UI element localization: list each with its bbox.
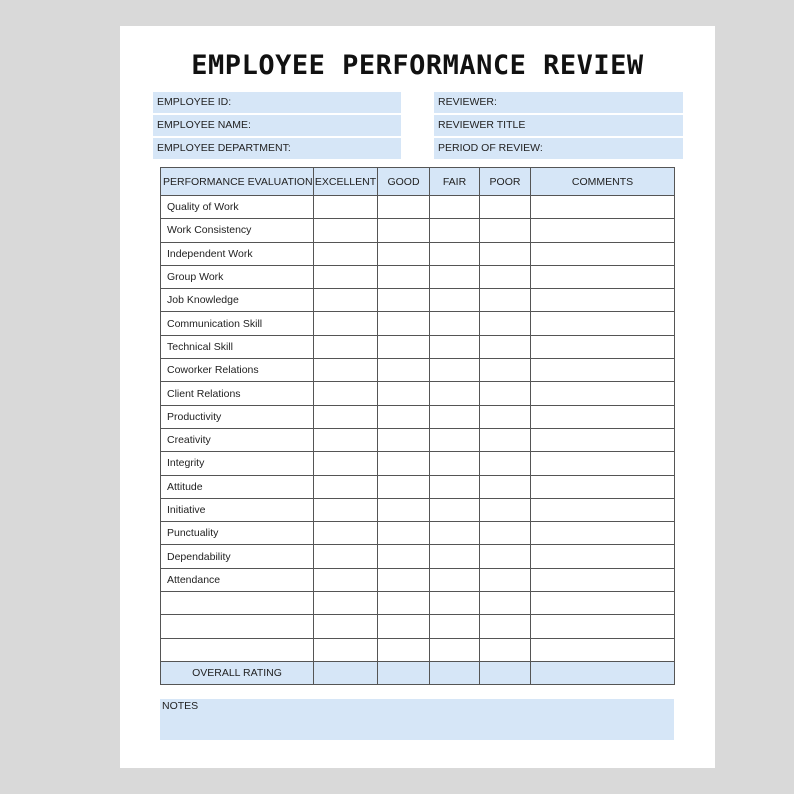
rating-cell-excellent[interactable] <box>314 405 378 428</box>
rating-cell-excellent[interactable] <box>314 428 378 451</box>
rating-cell-poor[interactable] <box>480 545 531 568</box>
rating-cell-excellent[interactable] <box>314 592 378 615</box>
rating-cell-fair[interactable] <box>430 475 480 498</box>
comments-cell[interactable] <box>531 359 675 382</box>
rating-cell-good[interactable] <box>378 335 430 358</box>
rating-cell-excellent[interactable] <box>314 289 378 312</box>
rating-cell-poor[interactable] <box>480 382 531 405</box>
rating-cell-excellent[interactable] <box>314 568 378 591</box>
rating-cell-good[interactable] <box>378 522 430 545</box>
rating-cell-good[interactable] <box>378 592 430 615</box>
criterion-label: Client Relations <box>161 382 314 405</box>
comments-cell[interactable] <box>531 568 675 591</box>
rating-cell-poor[interactable] <box>480 498 531 521</box>
table-row <box>161 452 675 475</box>
rating-cell-excellent[interactable] <box>314 265 378 288</box>
rating-cell-fair[interactable] <box>430 312 480 335</box>
comments-cell[interactable] <box>531 522 675 545</box>
table-row <box>161 359 675 382</box>
rating-cell-fair[interactable] <box>430 452 480 475</box>
rating-cell-good[interactable] <box>378 661 430 684</box>
comments-cell[interactable] <box>531 335 675 358</box>
criterion-label: Work Consistency <box>161 219 314 242</box>
table-row <box>161 219 675 242</box>
rating-cell-fair[interactable] <box>430 289 480 312</box>
header-fair: FAIR <box>430 168 480 196</box>
rating-cell-good[interactable] <box>378 312 430 335</box>
rating-cell-excellent[interactable] <box>314 196 378 219</box>
rating-cell-excellent[interactable] <box>314 475 378 498</box>
comments-cell[interactable] <box>531 475 675 498</box>
rating-cell-good[interactable] <box>378 219 430 242</box>
rating-cell-fair[interactable] <box>430 359 480 382</box>
comments-cell[interactable] <box>531 382 675 405</box>
employee-id-field[interactable]: EMPLOYEE ID: <box>153 92 401 113</box>
rating-cell-excellent[interactable] <box>314 452 378 475</box>
table-row <box>161 312 675 335</box>
rating-cell-good[interactable] <box>378 475 430 498</box>
header-comments: COMMENTS <box>531 168 675 196</box>
rating-cell-excellent[interactable] <box>314 312 378 335</box>
rating-cell-poor[interactable] <box>480 615 531 638</box>
criterion-label <box>161 592 314 615</box>
rating-cell-fair[interactable] <box>430 661 480 684</box>
table-row <box>161 568 675 591</box>
rating-cell-fair[interactable] <box>430 592 480 615</box>
rating-cell-excellent[interactable] <box>314 498 378 521</box>
form-title: EMPLOYEE PERFORMANCE REVIEW <box>191 50 644 81</box>
rating-cell-good[interactable] <box>378 428 430 451</box>
comments-cell[interactable] <box>531 428 675 451</box>
rating-cell-good[interactable] <box>378 568 430 591</box>
rating-cell-good[interactable] <box>378 615 430 638</box>
criterion-label: Integrity <box>161 452 314 475</box>
rating-cell-fair[interactable] <box>430 405 480 428</box>
rating-cell-poor[interactable] <box>480 475 531 498</box>
comments-cell[interactable] <box>531 289 675 312</box>
criterion-label: Quality of Work <box>161 196 314 219</box>
rating-cell-good[interactable] <box>378 265 430 288</box>
rating-cell-excellent[interactable] <box>314 522 378 545</box>
comments-cell[interactable] <box>531 615 675 638</box>
rating-cell-poor[interactable] <box>480 592 531 615</box>
rating-cell-poor[interactable] <box>480 312 531 335</box>
rating-cell-fair[interactable] <box>430 219 480 242</box>
criterion-label: Attendance <box>161 568 314 591</box>
rating-cell-excellent[interactable] <box>314 242 378 265</box>
rating-cell-poor[interactable] <box>480 638 531 661</box>
comments-cell[interactable] <box>531 638 675 661</box>
comments-cell[interactable] <box>531 452 675 475</box>
rating-cell-fair[interactable] <box>430 428 480 451</box>
rating-cell-good[interactable] <box>378 452 430 475</box>
rating-cell-fair[interactable] <box>430 265 480 288</box>
rating-cell-good[interactable] <box>378 638 430 661</box>
table-row <box>161 242 675 265</box>
rating-cell-excellent[interactable] <box>314 335 378 358</box>
table-row <box>161 498 675 521</box>
rating-cell-excellent[interactable] <box>314 661 378 684</box>
rating-cell-excellent[interactable] <box>314 615 378 638</box>
rating-cell-excellent[interactable] <box>314 638 378 661</box>
criterion-label: Punctuality <box>161 522 314 545</box>
criterion-label: Job Knowledge <box>161 289 314 312</box>
evaluation-rows <box>161 196 675 662</box>
comments-cell[interactable] <box>531 312 675 335</box>
criterion-label: Group Work <box>161 265 314 288</box>
rating-cell-fair[interactable] <box>430 545 480 568</box>
rating-cell-poor[interactable] <box>480 219 531 242</box>
employee-department-field[interactable]: EMPLOYEE DEPARTMENT: <box>153 138 401 159</box>
notes-box[interactable] <box>160 699 674 740</box>
period-of-review-field[interactable]: PERIOD OF REVIEW: <box>434 138 683 159</box>
evaluation-table <box>160 167 675 685</box>
criterion-label: Independent Work <box>161 242 314 265</box>
rating-cell-poor[interactable] <box>480 405 531 428</box>
header-row <box>161 168 675 196</box>
rating-cell-good[interactable] <box>378 382 430 405</box>
header-excellent: EXCELLENT <box>314 168 378 196</box>
rating-cell-good[interactable] <box>378 498 430 521</box>
rating-cell-poor[interactable] <box>480 242 531 265</box>
criterion-label: Creativity <box>161 428 314 451</box>
employee-name-field[interactable]: EMPLOYEE NAME: <box>153 115 401 136</box>
table-row <box>161 638 675 661</box>
comments-cell[interactable] <box>531 196 675 219</box>
criterion-label: Productivity <box>161 405 314 428</box>
criterion-label <box>161 638 314 661</box>
comments-cell[interactable] <box>531 545 675 568</box>
criterion-label: Technical Skill <box>161 335 314 358</box>
rating-cell-poor[interactable] <box>480 335 531 358</box>
rating-cell-poor[interactable] <box>480 661 531 684</box>
table-row <box>161 522 675 545</box>
table-row <box>161 289 675 312</box>
rating-cell-poor[interactable] <box>480 196 531 219</box>
rating-cell-fair[interactable] <box>430 615 480 638</box>
header-performance-evaluation: PERFORMANCE EVALUATION <box>161 168 314 196</box>
rating-cell-excellent[interactable] <box>314 359 378 382</box>
rating-cell-good[interactable] <box>378 359 430 382</box>
reviewer-title-field[interactable]: REVIEWER TITLE <box>434 115 683 136</box>
rating-cell-poor[interactable] <box>480 265 531 288</box>
table-row <box>161 545 675 568</box>
rating-cell-fair[interactable] <box>430 335 480 358</box>
criterion-label: Communication Skill <box>161 312 314 335</box>
rating-cell-excellent[interactable] <box>314 382 378 405</box>
comments-cell[interactable] <box>531 265 675 288</box>
rating-cell-fair[interactable] <box>430 638 480 661</box>
table-row <box>161 265 675 288</box>
rating-cell-fair[interactable] <box>430 568 480 591</box>
rating-cell-fair[interactable] <box>430 498 480 521</box>
rating-cell-poor[interactable] <box>480 359 531 382</box>
table-row <box>161 335 675 358</box>
criterion-label: Coworker Relations <box>161 359 314 382</box>
header-good: GOOD <box>378 168 430 196</box>
rating-cell-poor[interactable] <box>480 428 531 451</box>
table-row <box>161 405 675 428</box>
comments-cell[interactable] <box>531 498 675 521</box>
rating-cell-good[interactable] <box>378 545 430 568</box>
rating-cell-good[interactable] <box>378 289 430 312</box>
criterion-label: Initiative <box>161 498 314 521</box>
notes-label: NOTES <box>162 700 199 712</box>
rating-cell-good[interactable] <box>378 242 430 265</box>
comments-cell[interactable] <box>531 219 675 242</box>
table-row <box>161 382 675 405</box>
table-row <box>161 196 675 219</box>
rating-cell-good[interactable] <box>378 405 430 428</box>
table-row <box>161 592 675 615</box>
overall-rating-label: OVERALL RATING <box>161 661 314 684</box>
rating-cell-poor[interactable] <box>480 452 531 475</box>
rating-cell-poor[interactable] <box>480 568 531 591</box>
comments-cell[interactable] <box>531 242 675 265</box>
criterion-label: Attitude <box>161 475 314 498</box>
form-page <box>120 26 715 768</box>
rating-cell-good[interactable] <box>378 196 430 219</box>
table-row <box>161 615 675 638</box>
rating-cell-poor[interactable] <box>480 289 531 312</box>
criterion-label <box>161 615 314 638</box>
header-poor: POOR <box>480 168 531 196</box>
reviewer-field[interactable]: REVIEWER: <box>434 92 683 113</box>
rating-cell-fair[interactable] <box>430 242 480 265</box>
table-row <box>161 475 675 498</box>
rating-cell-excellent[interactable] <box>314 219 378 242</box>
overall-rating-row <box>161 661 675 684</box>
rating-cell-excellent[interactable] <box>314 545 378 568</box>
table-row <box>161 428 675 451</box>
criterion-label: Dependability <box>161 545 314 568</box>
rating-cell-fair[interactable] <box>430 522 480 545</box>
comments-cell[interactable] <box>531 405 675 428</box>
comments-cell[interactable] <box>531 592 675 615</box>
rating-cell-fair[interactable] <box>430 382 480 405</box>
comments-cell[interactable] <box>531 661 675 684</box>
rating-cell-fair[interactable] <box>430 196 480 219</box>
rating-cell-poor[interactable] <box>480 522 531 545</box>
